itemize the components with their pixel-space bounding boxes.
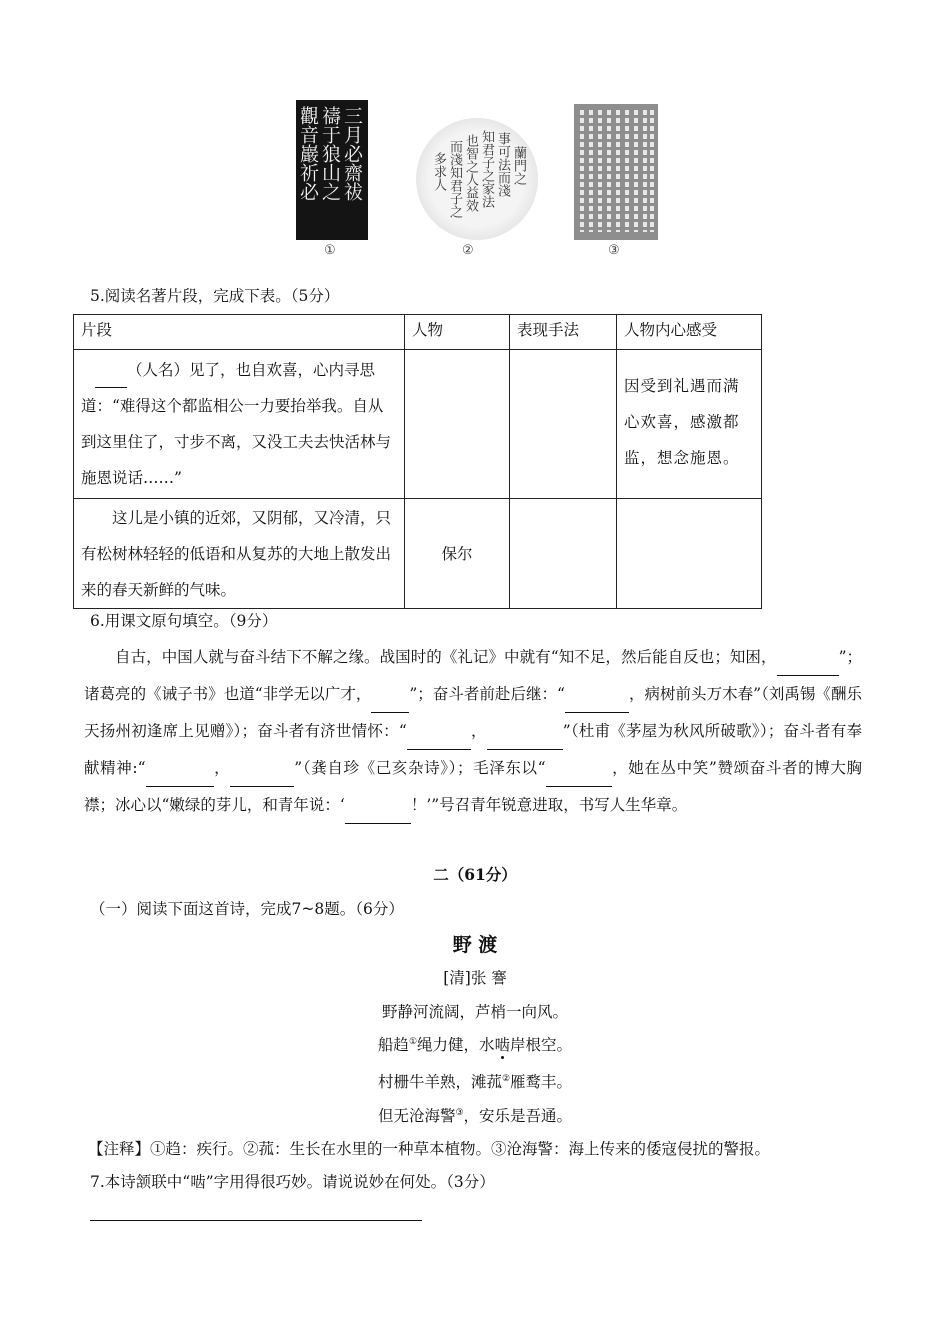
poem-text: 雁鹜丰。 <box>510 1073 573 1091</box>
image-label-3: ③ <box>608 243 620 258</box>
q6-text: 自古，中国人就与奋斗结下不解之缘。战国时的《礼记》中就有“知不足，然后能自反也；知困， <box>115 648 777 666</box>
q6-passage <box>84 639 862 824</box>
row2-character: 保尔 <box>405 499 510 609</box>
calligraphy-column: 知君子之家法 <box>479 130 494 208</box>
poem-author: [清]张 謇 <box>443 969 507 987</box>
row1-technique-cell[interactable] <box>510 350 617 499</box>
section-intro: （一）阅读下面这首诗，完成7~8题。（6分） <box>90 900 404 918</box>
calligraphy-column: 三月必齋祓 <box>341 106 363 201</box>
calligraphy-column: 蘭門之 <box>511 146 526 185</box>
poem-line-4 <box>0 1104 950 1126</box>
poem-text: 但无沧海警 <box>377 1107 456 1125</box>
poem-text: 绳力健，水 <box>417 1036 495 1054</box>
q6-text: ”；诸葛亮的《诫子书》也道“非学无以广才， <box>84 648 862 703</box>
q6-text: ”（龚自珍《己亥杂诗》）；毛泽东以“ <box>294 759 546 777</box>
poem-text: 村栅牛羊熟，滩菰 <box>377 1073 502 1091</box>
calligraphy-column: 禱于狼山之 <box>319 106 341 201</box>
fill-blank[interactable] <box>146 768 214 787</box>
poem-text: 岸根空。 <box>510 1036 573 1054</box>
poem-notes: 【注释】①趋：疾行。②菰：生长在水里的一种草本植物。③沧海警：海上传来的倭寇侵扰的警报。 <box>88 1140 771 1158</box>
q6-text: ”（杜甫《茅屋为秋风所破歌》）；奋斗者有奉献精神:“ <box>84 722 862 777</box>
fill-blank[interactable] <box>487 731 563 750</box>
calligraphy-image-2 <box>416 118 538 240</box>
calligraphy-image-3 <box>574 104 658 240</box>
section-heading: 二（61分） <box>433 865 517 884</box>
header-technique: 表现手法 <box>510 315 617 350</box>
fill-blank[interactable] <box>565 694 629 713</box>
q6-text: ， <box>213 759 231 777</box>
calligraphy-image-1 <box>296 100 368 240</box>
fill-blank[interactable] <box>407 731 471 750</box>
row2-feeling-cell[interactable] <box>617 499 762 609</box>
calligraphy-column: 觀音巖祈必 <box>297 106 319 201</box>
row2-technique-cell[interactable] <box>510 499 617 609</box>
header-feeling: 人物内心感受 <box>617 315 762 350</box>
image-label-1: ① <box>324 243 336 258</box>
header-character: 人物 <box>405 315 510 350</box>
note-marker: ① <box>408 1036 418 1047</box>
q5-title: 5.阅读名著片段，完成下表。（5分） <box>90 287 340 305</box>
name-blank[interactable] <box>95 369 127 388</box>
emphasized-char: 啮 <box>494 1036 511 1054</box>
q6-text: ， <box>470 722 487 740</box>
q6-text: ”；奋斗者前赴后继：“ <box>409 685 565 703</box>
fill-blank[interactable] <box>546 768 612 787</box>
q5-table <box>73 314 762 609</box>
note-marker: ③ <box>455 1107 464 1118</box>
calligraphy-column: 事可法而淺 <box>495 132 510 197</box>
poem-title: 野 渡 <box>452 934 498 956</box>
q6-title: 6.用课文原句填空。（9分） <box>90 612 278 630</box>
row1-feeling: 因受到礼遇而满心欢喜，感激都监，想念施恩。 <box>617 350 762 499</box>
header-fragment: 片段 <box>74 315 405 350</box>
answer-line[interactable] <box>90 1220 422 1221</box>
poem-text: ，安乐是吾通。 <box>463 1107 573 1125</box>
note-marker: ② <box>501 1073 511 1084</box>
calligraphy-column: 也智之人益效 <box>463 134 478 212</box>
fill-blank[interactable] <box>777 657 839 676</box>
row2-fragment: 这儿是小镇的近郊，又阴郁，又冷清，只有松树林轻轻的低语和从复苏的大地上散发出来的春天新鲜的气味。 <box>74 499 405 609</box>
fill-blank[interactable] <box>230 768 294 787</box>
poem-line-2 <box>0 1033 950 1055</box>
row1-character-cell[interactable] <box>405 350 510 499</box>
image-label-2: ② <box>462 243 474 258</box>
poem-line-3 <box>0 1070 950 1092</box>
fill-blank[interactable] <box>345 805 411 824</box>
q7-prompt: 7.本诗颔联中“啮”字用得很巧妙。请说说妙在何处。（3分） <box>90 1173 495 1191</box>
poem-text: 船趋 <box>377 1036 409 1054</box>
q6-text: ，她在丛中笑”赞颂奋斗者的博大胸襟；冰心以“嫩绿的芽儿，和青年说：‘ <box>84 759 862 814</box>
fill-blank[interactable] <box>371 694 409 713</box>
poem-line-1: 野静河流阔，芦梢一向风。 <box>381 1003 568 1021</box>
q6-text: ！’”号召青年锐意进取，书写人生华章。 <box>410 796 688 814</box>
calligraphy-column: 多求人 <box>431 152 446 191</box>
row1-fragment-text: （人名）见了，也自欢喜，心内寻思道：“难得这个都监相公一力要抬举我。自从到这里住了，寸步不离，又没工夫去快活林与施恩说话……” <box>81 361 392 487</box>
q6-text: ，病树前头万木春”（刘禹锡《酬乐天扬州初逢席上见赠》）；奋斗者有济世情怀：“ <box>84 685 862 740</box>
row1-fragment <box>74 350 405 499</box>
calligraphy-column: 而淺知君子之 <box>447 140 462 218</box>
